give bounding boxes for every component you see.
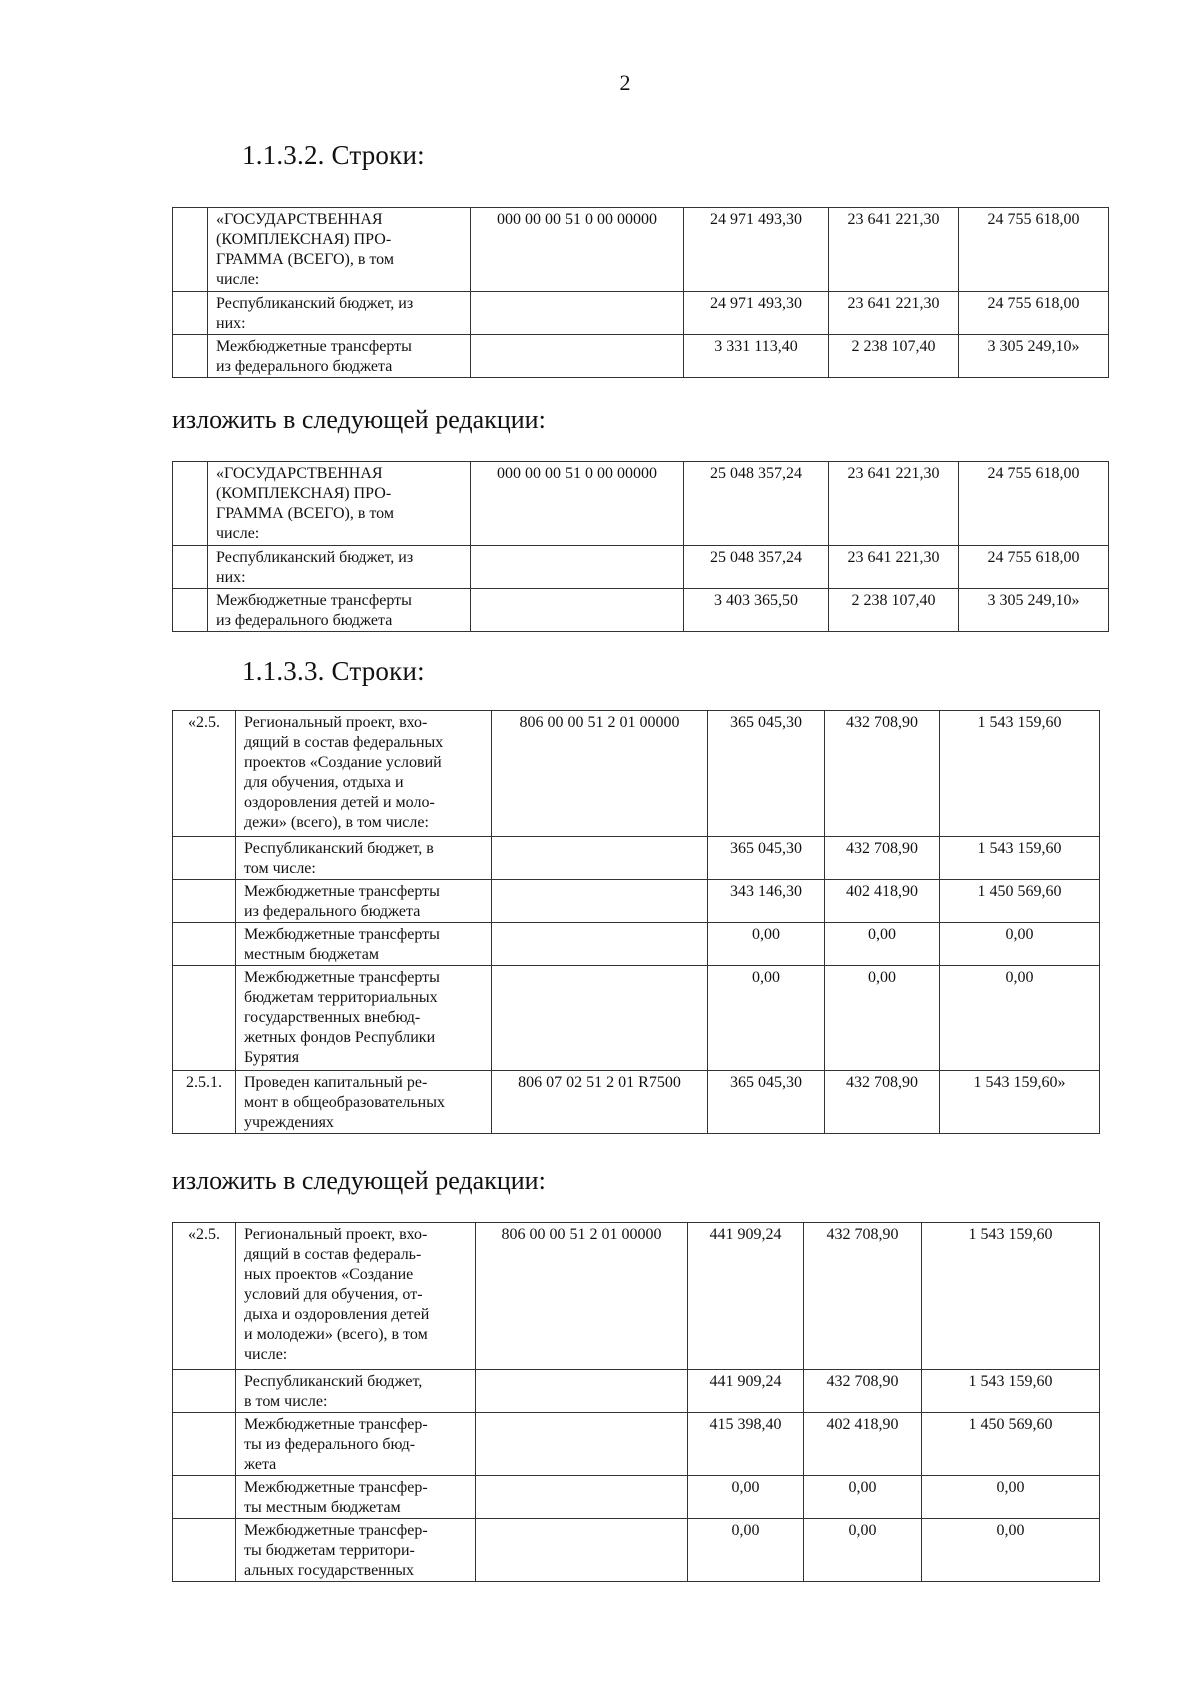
value-year-1: 24 971 493,30: [684, 292, 829, 335]
row-label: Региональный проект, вхо- дящий в состав федераль- ных проектов «Создание условий для обучения, от- дыха и оздоровления детей и молодежи» (всего), в том числе:: [236, 1223, 476, 1370]
row-label: Межбюджетные трансферты из федерального бюджета: [208, 335, 471, 378]
value-year-3: 0,00: [922, 1476, 1100, 1519]
budget-code: [476, 1413, 688, 1476]
value-year-1: 365 045,30: [708, 1071, 825, 1134]
table-row: [173, 1519, 1100, 1582]
row-label: Региональный проект, вхо- дящий в состав федеральных проектов «Создание условий для обучения, отдыха и оздоровления детей и моло- дежи» (всего), в том числе:: [236, 711, 492, 837]
value-year-1: 3 331 113,40: [684, 335, 829, 378]
value-year-2: 2 238 107,40: [829, 335, 959, 378]
budget-table-new-1: [172, 461, 1109, 632]
table-row: [173, 1223, 1100, 1370]
table-row: [173, 462, 1109, 546]
budget-code: [492, 837, 708, 880]
budget-code: [476, 1370, 688, 1413]
row-index: [173, 966, 236, 1071]
table-row: [173, 1071, 1100, 1134]
value-year-1: 3 403 365,50: [684, 589, 829, 632]
value-year-2: 402 418,90: [825, 880, 940, 923]
budget-table-current-2: [172, 710, 1100, 1134]
budget-code: [476, 1476, 688, 1519]
value-year-1: 343 146,30: [708, 880, 825, 923]
value-year-2: 23 641 221,30: [829, 292, 959, 335]
budget-code: [476, 1519, 688, 1582]
table-row: [173, 1370, 1100, 1413]
value-year-2: 0,00: [825, 966, 940, 1071]
value-year-3: 1 543 159,60: [940, 837, 1100, 880]
value-year-3: 1 543 159,60: [922, 1370, 1100, 1413]
value-year-1: 25 048 357,24: [684, 462, 829, 546]
value-year-2: 23 641 221,30: [829, 462, 959, 546]
row-index: [173, 837, 236, 880]
table-row: [173, 837, 1100, 880]
value-year-3: 1 543 159,60: [922, 1223, 1100, 1370]
table-row: [173, 711, 1100, 837]
value-year-1: 415 398,40: [688, 1413, 804, 1476]
budget-code: [471, 546, 684, 589]
table-row: [173, 589, 1109, 632]
row-label: Межбюджетные трансферты бюджетам территориальных государственных внебюд- жетных фондов Республики Бурятия: [236, 966, 492, 1071]
value-year-2: 432 708,90: [825, 1071, 940, 1134]
row-label: Межбюджетные трансфер- ты бюджетам территори- альных государственных: [236, 1519, 476, 1582]
row-index: «2.5.: [173, 1223, 236, 1370]
row-index: [173, 292, 208, 335]
value-year-3: 1 450 569,60: [940, 880, 1100, 923]
row-index: [173, 1370, 236, 1413]
value-year-3: 1 543 159,60»: [940, 1071, 1100, 1134]
row-index: [173, 923, 236, 966]
row-index: [173, 546, 208, 589]
row-label: Межбюджетные трансферты местным бюджетам: [236, 923, 492, 966]
row-index: [173, 1476, 236, 1519]
value-year-2: 402 418,90: [804, 1413, 922, 1476]
section-heading-1-1-3-2: 1.1.3.2. Строки:: [242, 140, 425, 170]
value-year-2: 0,00: [804, 1476, 922, 1519]
value-year-1: 0,00: [708, 966, 825, 1071]
budget-code: [471, 292, 684, 335]
value-year-3: 0,00: [940, 923, 1100, 966]
table-row: [173, 880, 1100, 923]
row-label: Республиканский бюджет, из них:: [208, 546, 471, 589]
budget-table-new-2: [172, 1222, 1100, 1582]
budget-code: 000 00 00 51 0 00 00000: [471, 208, 684, 292]
table-row: [173, 208, 1109, 292]
value-year-3: 1 543 159,60: [940, 711, 1100, 837]
value-year-1: 365 045,30: [708, 837, 825, 880]
row-label: Республиканский бюджет, из них:: [208, 292, 471, 335]
budget-code: [471, 335, 684, 378]
value-year-2: 432 708,90: [825, 837, 940, 880]
row-index: [173, 880, 236, 923]
table-row: [173, 966, 1100, 1071]
table-row: [173, 1413, 1100, 1476]
section-heading-1-1-3-3: 1.1.3.3. Строки:: [242, 656, 425, 686]
value-year-1: 0,00: [708, 923, 825, 966]
value-year-3: 3 305 249,10»: [959, 589, 1109, 632]
row-label: Проведен капитальный ре- монт в общеобразовательных учреждениях: [236, 1071, 492, 1134]
value-year-2: 2 238 107,40: [829, 589, 959, 632]
row-label: Межбюджетные трансфер- ты местным бюджетам: [236, 1476, 476, 1519]
row-label: «ГОСУДАРСТВЕННАЯ (КОМПЛЕКСНАЯ) ПРО- ГРАММА (ВСЕГО), в том числе:: [208, 208, 471, 292]
budget-code: 000 00 00 51 0 00 00000: [471, 462, 684, 546]
row-index: [173, 589, 208, 632]
table-row: [173, 546, 1109, 589]
table-row: [173, 1476, 1100, 1519]
edit-instruction-2: изложить в следующей редакции:: [172, 1166, 546, 1195]
row-index: 2.5.1.: [173, 1071, 236, 1134]
value-year-3: 0,00: [922, 1519, 1100, 1582]
budget-code: 806 07 02 51 2 01 R7500: [492, 1071, 708, 1134]
row-index: [173, 208, 208, 292]
value-year-2: 0,00: [825, 923, 940, 966]
value-year-1: 365 045,30: [708, 711, 825, 837]
table-row: [173, 923, 1100, 966]
row-index: «2.5.: [173, 711, 236, 837]
row-label: Межбюджетные трансферты из федерального бюджета: [208, 589, 471, 632]
budget-code: 806 00 00 51 2 01 00000: [476, 1223, 688, 1370]
table-row: [173, 292, 1109, 335]
budget-code: [492, 880, 708, 923]
row-index: [173, 462, 208, 546]
value-year-3: 24 755 618,00: [959, 546, 1109, 589]
row-index: [173, 1519, 236, 1582]
row-index: [173, 335, 208, 378]
budget-code: [492, 923, 708, 966]
row-label: Республиканский бюджет, в том числе:: [236, 837, 492, 880]
value-year-2: 432 708,90: [804, 1223, 922, 1370]
value-year-1: 24 971 493,30: [684, 208, 829, 292]
value-year-3: 24 755 618,00: [959, 462, 1109, 546]
row-label: Межбюджетные трансфер- ты из федерального бюд- жета: [236, 1413, 476, 1476]
value-year-1: 441 909,24: [688, 1370, 804, 1413]
value-year-3: 0,00: [940, 966, 1100, 1071]
value-year-1: 0,00: [688, 1476, 804, 1519]
budget-code: [471, 589, 684, 632]
value-year-2: 0,00: [804, 1519, 922, 1582]
row-index: [173, 1413, 236, 1476]
budget-code: [492, 966, 708, 1071]
value-year-3: 24 755 618,00: [959, 208, 1109, 292]
value-year-2: 432 708,90: [804, 1370, 922, 1413]
edit-instruction-1: изложить в следующей редакции:: [172, 405, 546, 434]
budget-table-current-1: [172, 207, 1109, 378]
table-row: [173, 335, 1109, 378]
value-year-2: 23 641 221,30: [829, 546, 959, 589]
value-year-2: 432 708,90: [825, 711, 940, 837]
row-label: «ГОСУДАРСТВЕННАЯ (КОМПЛЕКСНАЯ) ПРО- ГРАММА (ВСЕГО), в том числе:: [208, 462, 471, 546]
value-year-1: 0,00: [688, 1519, 804, 1582]
value-year-1: 25 048 357,24: [684, 546, 829, 589]
value-year-3: 24 755 618,00: [959, 292, 1109, 335]
page-number: 2: [619, 70, 631, 95]
value-year-3: 1 450 569,60: [922, 1413, 1100, 1476]
budget-code: 806 00 00 51 2 01 00000: [492, 711, 708, 837]
value-year-2: 23 641 221,30: [829, 208, 959, 292]
row-label: Межбюджетные трансферты из федерального бюджета: [236, 880, 492, 923]
row-label: Республиканский бюджет, в том числе:: [236, 1370, 476, 1413]
value-year-3: 3 305 249,10»: [959, 335, 1109, 378]
value-year-1: 441 909,24: [688, 1223, 804, 1370]
